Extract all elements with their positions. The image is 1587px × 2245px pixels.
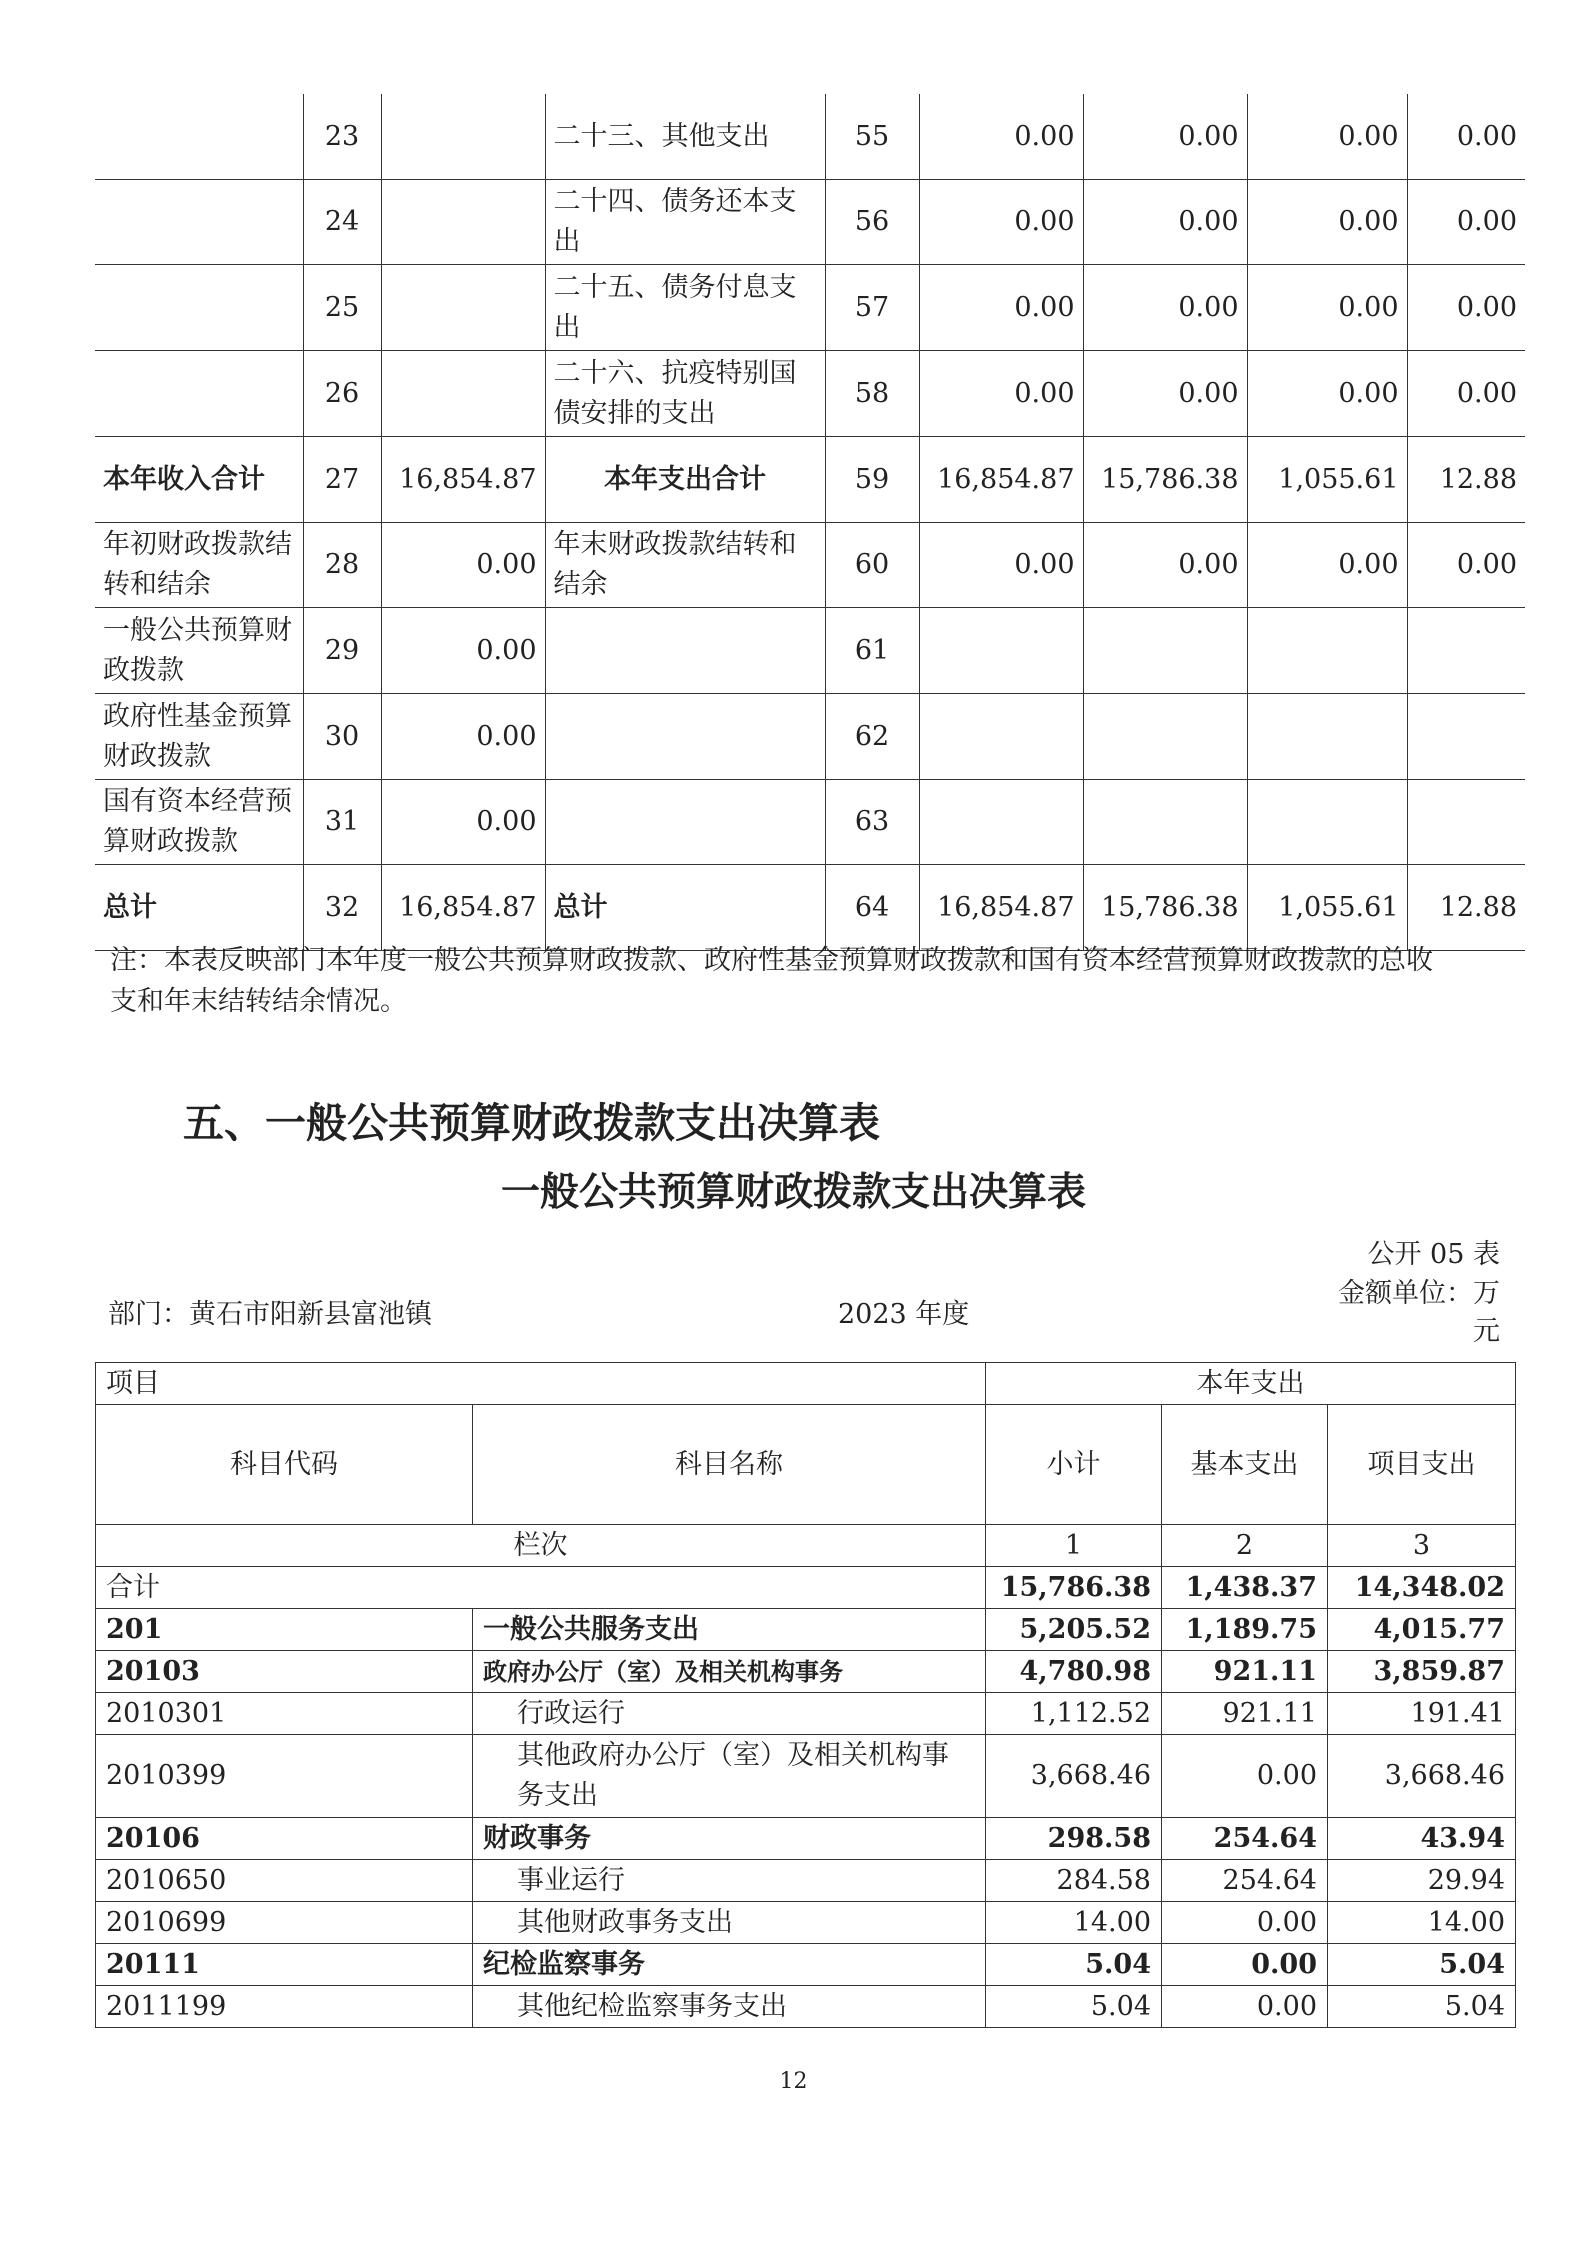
header-name: 科目名称 <box>473 1405 986 1525</box>
table-row: 26 二十六、抗疫特别国债安排的支出 58 0.00 0.00 0.00 0.00 <box>95 351 1525 437</box>
header-row <box>96 1405 1516 1525</box>
table-row: 23 二十三、其他支出 55 0.00 0.00 0.00 0.00 <box>95 94 1525 180</box>
header-current-expenditure: 本年支出 <box>986 1363 1516 1405</box>
header-row <box>96 1363 1516 1405</box>
page-number: 12 <box>779 2069 808 2094</box>
form-number: 公开 05 表 <box>1367 1239 1500 1270</box>
total-row: 合计 15,786.38 1,438.37 14,348.02 <box>96 1567 1516 1609</box>
table-row: 年初财政拨款结转和结余 28 0.00 年末财政拨款结转和结余 60 0.00 0.00 0.00 0.00 <box>95 523 1525 608</box>
table-title: 一般公共预算财政拨款支出决算表 <box>500 1170 1086 1215</box>
table-note: 注：本表反映部门本年度一般公共预算财政拨款、政府性基金预算财政拨款和国有资本经营预算财政拨款的总收支和年末结转结余情况。 <box>110 945 1433 1017</box>
table-row: 总计 32 16,854.87 总计 64 16,854.87 15,786.38 1,055.61 12.88 <box>95 865 1525 951</box>
fiscal-summary-table-continued <box>95 94 1525 951</box>
table-row: 24 二十四、债务还本支出 56 0.00 0.00 0.00 0.00 <box>95 180 1525 265</box>
table-row: 2010399 其他政府办公厅（室）及相关机构事务支出 3,668.46 0.00 3,668.46 <box>96 1735 1516 1818</box>
amount-unit: 金额单位：万元 <box>1338 1278 1500 1347</box>
section-title: 五、一般公共预算财政拨款支出决算表 <box>183 1099 880 1147</box>
table-row: 20106 财政事务 298.58 254.64 43.94 <box>96 1818 1516 1860</box>
general-budget-expenditure-table <box>95 1362 1516 2028</box>
header-basic: 基本支出 <box>1162 1405 1328 1525</box>
table-row: 2011199 其他纪检监察事务支出 5.04 0.00 5.04 <box>96 1986 1516 2028</box>
table-row: 2010699 其他财政事务支出 14.00 0.00 14.00 <box>96 1902 1516 1944</box>
table-row: 201 一般公共服务支出 5,205.52 1,189.75 4,015.77 <box>96 1609 1516 1651</box>
department-label: 部门：黄石市阳新县富池镇 <box>108 1299 432 1330</box>
header-code: 科目代码 <box>96 1405 473 1525</box>
table-row: 一般公共预算财政拨款 29 0.00 61 <box>95 608 1525 694</box>
table-row: 2010650 事业运行 284.58 254.64 29.94 <box>96 1860 1516 1902</box>
table-row: 国有资本经营预算财政拨款 31 0.00 63 <box>95 780 1525 865</box>
column-index-row: 栏次 1 2 3 <box>96 1525 1516 1567</box>
table-row: 本年收入合计 27 16,854.87 本年支出合计 59 16,854.87 15,786.38 1,055.61 12.88 <box>95 437 1525 523</box>
table-row: 20111 纪检监察事务 5.04 0.00 5.04 <box>96 1944 1516 1986</box>
header-item: 项目 <box>96 1363 986 1405</box>
table-row: 2010301 行政运行 1,112.52 921.11 191.41 <box>96 1693 1516 1735</box>
header-project: 项目支出 <box>1328 1405 1516 1525</box>
table-row: 25 二十五、债务付息支出 57 0.00 0.00 0.00 0.00 <box>95 265 1525 351</box>
table-row: 20103 政府办公厅（室）及相关机构事务 4,780.98 921.11 3,859.87 <box>96 1651 1516 1693</box>
table-row: 政府性基金预算财政拨款 30 0.00 62 <box>95 694 1525 780</box>
header-subtotal: 小计 <box>986 1405 1162 1525</box>
fiscal-year: 2023 年度 <box>838 1299 970 1330</box>
